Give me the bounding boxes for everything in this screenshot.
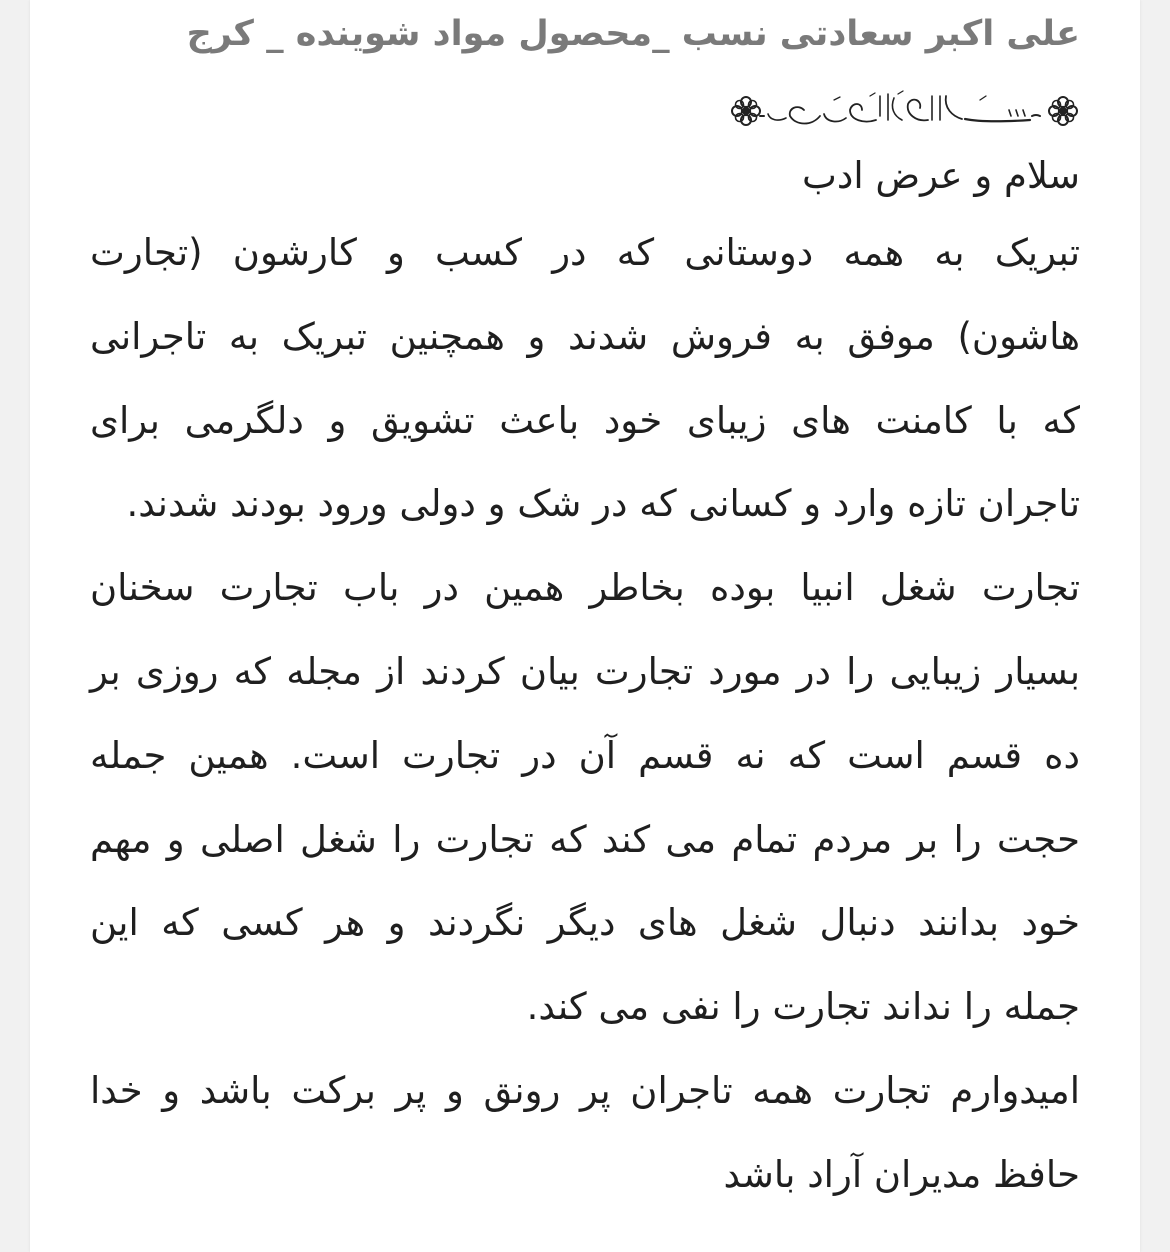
basmala-icon bbox=[730, 86, 1080, 136]
paragraph-line: حجت را بر مردم تمام می کند که تجارت را شغل اصلی و مهم bbox=[90, 817, 1080, 861]
paragraph-line: جمله را نداند تجارت را نفی می کند. bbox=[526, 985, 1080, 1029]
author-line[interactable]: علی اکبر سعادتی نسب _محصول مواد شوینده _ کرج bbox=[186, 14, 1080, 54]
post-card bbox=[30, 0, 1140, 1252]
paragraph-line: حافظ مدیران آراد باشد bbox=[723, 1152, 1080, 1196]
paragraph-line: تجارت شغل انبیا بوده بخاطر همین در باب تجارت سخنان bbox=[90, 566, 1080, 610]
basmala-calligraphy-image bbox=[90, 82, 1080, 140]
greeting-text[interactable]: سلام و عرض ادب bbox=[802, 154, 1080, 197]
paragraph-line: بسیار زیبایی را در مورد تجارت بیان کردند از مجله که روزی بر bbox=[90, 649, 1080, 693]
paragraph-line: امیدوارم تجارت همه تاجران پر رونق و پر برکت باشد و خدا bbox=[90, 1068, 1080, 1112]
post-content bbox=[90, 0, 1080, 1217]
paragraph-congratulations[interactable] bbox=[90, 211, 1080, 546]
paragraph-line: تاجران تازه وارد و کسانی که در شک و دولی ورود بودند شدند. bbox=[126, 482, 1080, 526]
paragraph-closing-wishes[interactable] bbox=[90, 1049, 1080, 1217]
paragraph-trade-prophets[interactable] bbox=[90, 546, 1080, 1049]
paragraph-line: ده قسم است که نه قسم آن در تجارت است. همین جمله bbox=[90, 733, 1080, 777]
paragraph-line: که با کامنت های زیبای خود باعث تشویق و دلگرمی برای bbox=[90, 398, 1080, 442]
paragraph-line: تبریک به همه دوستانی که در کسب و کارشون (تجارت bbox=[90, 231, 1080, 274]
paragraph-line: خود بدانند دنبال شغل های دیگر نگردند و هر کسی که این bbox=[90, 901, 1080, 945]
paragraph-line: هاشون) موفق به فروش شدند و همچنین تبریک به تاجرانی bbox=[90, 314, 1080, 358]
